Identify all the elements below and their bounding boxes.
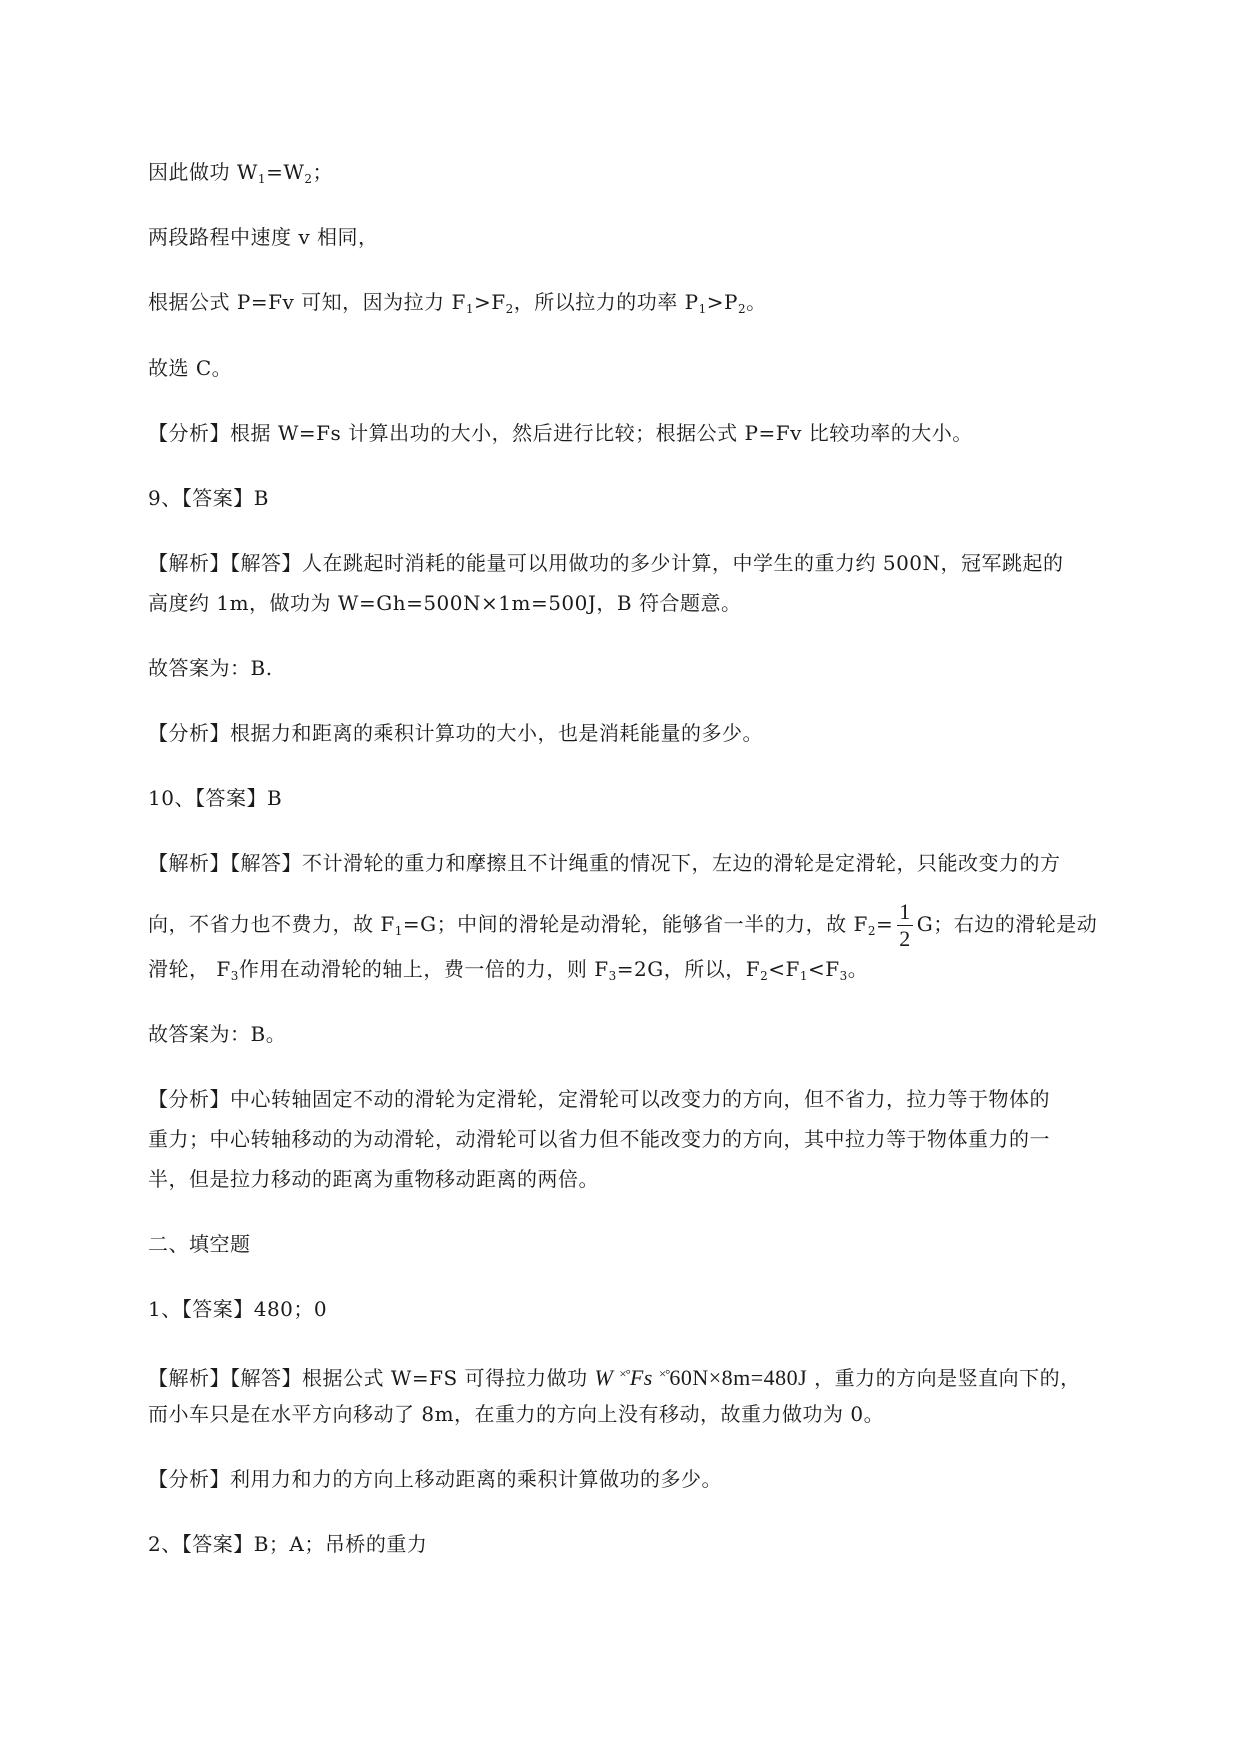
text-line: 高度约 1m，做功为 W=Gh=500N×1m=500J，B 符合题意。	[148, 591, 742, 615]
analysis-line: 【分析】根据力和距离的乘积计算功的大小，也是消耗能量的多少。	[148, 721, 763, 745]
answer-heading: 9、【答案】B	[148, 486, 269, 510]
text-line: 故答案为：B。	[148, 1022, 287, 1046]
text-line: 向，不省力也不费力，故 $F_1=G$；中间的滑轮是动滑轮，能够省一半的力，故 $F_2=$ $\frac{1}{2}$ G；右边的滑轮是动	[148, 899, 1098, 951]
fraction-one-half: $\frac{1}{2}$	[899, 899, 911, 951]
text-line: 半，但是拉力移动的距离为重物移动距离的两倍。	[148, 1167, 599, 1191]
text-line: 【解析】【解答】人在跳起时消耗的能量可以用做功的多少计算，中学生的重力约 500N，冠军跳起的	[148, 551, 1064, 575]
text-line: 而小车只是在水平方向移动了 8m，在重力的方向上没有移动，故重力做功为 0。	[148, 1402, 885, 1426]
analysis-line: 【分析】中心转轴固定不动的滑轮为定滑轮，定滑轮可以改变力的方向，但不省力，拉力等于物体的	[148, 1087, 1050, 1111]
text-line: 【解析】【解答】不计滑轮的重力和摩擦且不计绳重的情况下，左边的滑轮是定滑轮，只能改变力的方	[148, 851, 1061, 875]
answer-heading: 1、【答案】480；0	[148, 1297, 328, 1321]
analysis-line: 【分析】利用力和力的方向上移动距离的乘积计算做功的多少。	[148, 1467, 722, 1491]
answer-heading: 2、【答案】B；A；吊桥的重力	[148, 1532, 428, 1556]
work-formula: W ×°Fs ×°60N×8m=480J	[594, 1365, 808, 1390]
text-line: 故选 C。	[148, 356, 233, 380]
text-line: 因此做功 $W_1=W_2$；	[148, 160, 334, 186]
answer-heading: 10、【答案】B	[148, 786, 283, 810]
text-line: 重力；中心转轴移动的为动滑轮，动滑轮可以省力但不能改变力的方向，其中拉力等于物体重力的一	[148, 1127, 1050, 1151]
text-line: 滑轮， $F_3$作用在动滑轮的轴上，费一倍的力，则 $F_3=2G$，所以，$F_2<F_1<F_3$。	[148, 957, 869, 983]
text-line: 两段路程中速度 v 相同，	[148, 225, 379, 249]
text-line: 故答案为：B.	[148, 656, 273, 680]
text-line: 【解析】【解答】根据公式 W=FS 可得拉力做功 W ×°Fs ×°60N×8m=480J ，重力的方向是竖直向下的，	[148, 1365, 1081, 1390]
section-heading: 二、填空题	[148, 1232, 251, 1256]
analysis-line: 【分析】根据 W=Fs 计算出功的大小，然后进行比较；根据公式 P=Fv 比较功率的大小。	[148, 421, 973, 445]
text-line: 根据公式 P=Fv 可知，因为拉力 $F_1>F_2$，所以拉力的功率 $P_1>P_2$。	[148, 290, 767, 316]
